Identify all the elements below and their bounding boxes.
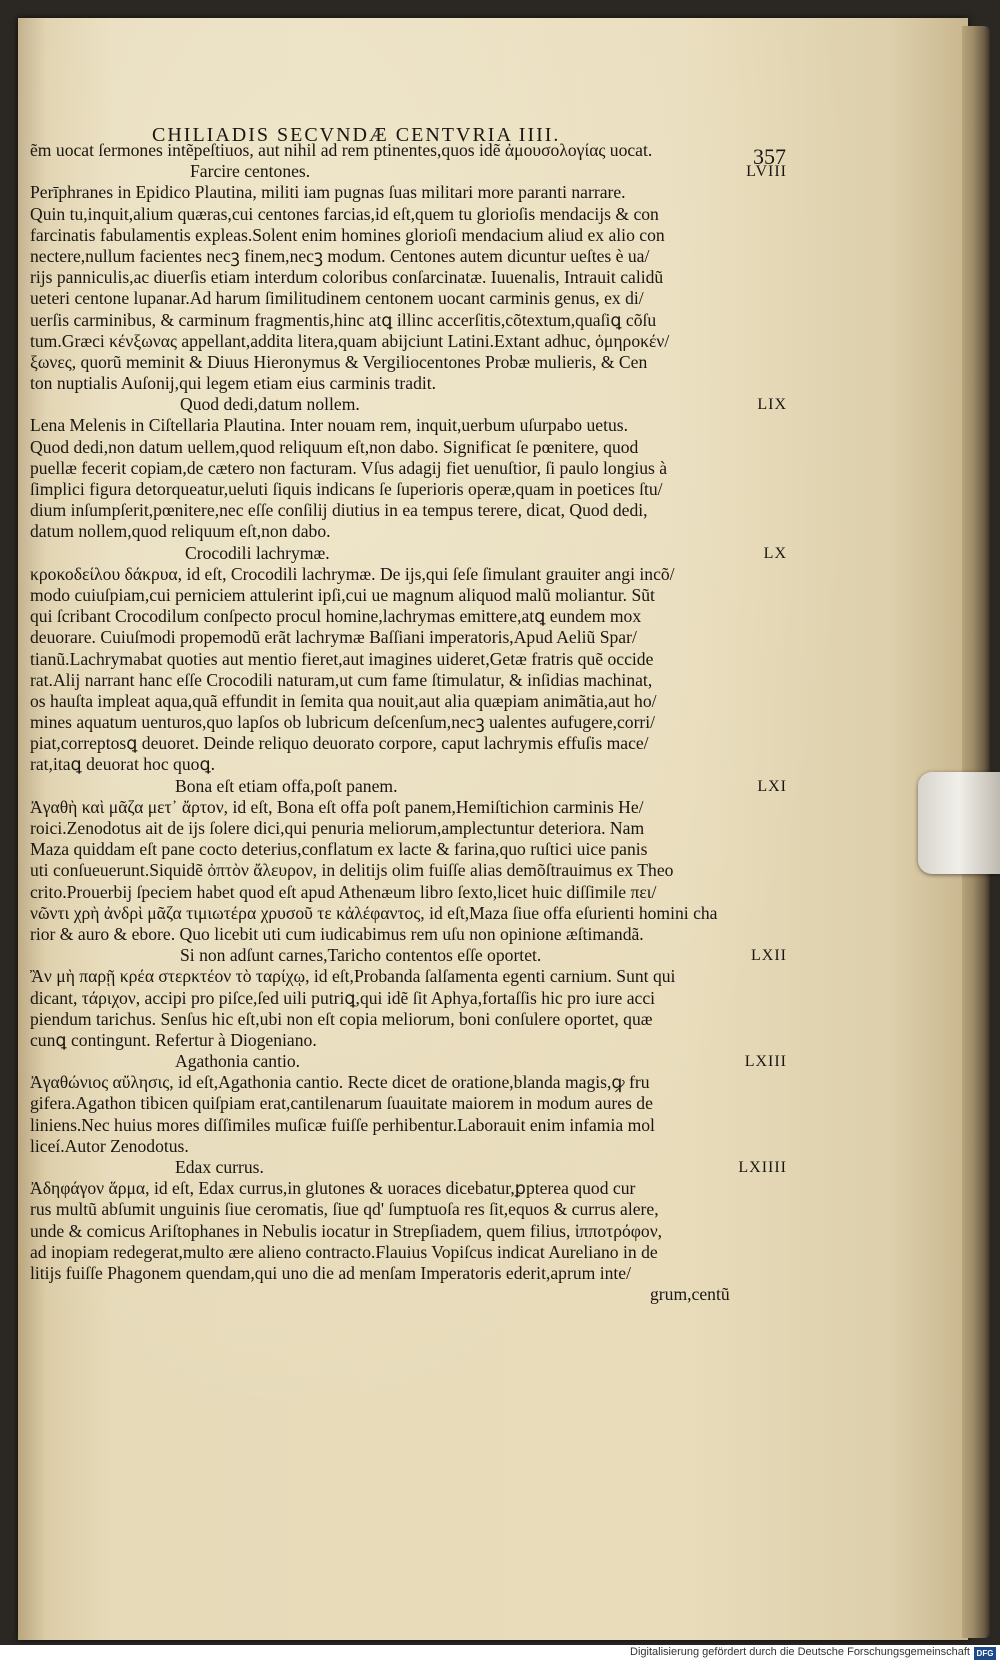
heading-title: Farcire centones. (190, 161, 311, 182)
text-line: rat,itaꝗ deuorat hoc quoꝗ. (30, 754, 216, 775)
heading-numeral: LVIII (746, 163, 787, 181)
text-line: deuorare. Cuiuſmodi propemodũ erãt lachrymæ Baſſiani imperatoris,Apud Aeliũ Spar/ (30, 627, 637, 648)
text-line: Ἀγαθώνιος αὔλησις, id eſt,Agathonia cantio. Recte dicet de oratione,blanda magis,ꝙ fru (30, 1072, 650, 1093)
text-line: mines aquatum uenturos,quo lapſos ob lubricum deſcenſum,necꝫ ualentes aufugere,corri/ (30, 712, 656, 733)
running-head: CHILIADIS SECVNDÆ CENTVRIA IIII. (152, 124, 561, 146)
text-line: modo cuiuſpiam,cui perniciem attulerint ipſi,cui ue magnum aliquod malũ moliantur. Sũt (30, 584, 655, 605)
text-line: unde & comicus Ariſtophanes in Nebulis iocatur in Strepſiadem, quem filius, ἱπποτρόφον, (30, 1220, 663, 1241)
section-heading (30, 945, 785, 966)
section-heading (30, 543, 785, 564)
text-line: litijs fuiſſe Phagonem quendam,qui uno die ad menſam Imperatoris ederit,aprum inte/ (30, 1262, 631, 1283)
text-line: ξωνες, quorũ meminit & Diuus Hieronymus & Vergiliocentones Probæ mulieris, & Cen (30, 351, 648, 372)
text-line: roici.Zenodotus ait de ijs ſolere dici,qui penuria meliorum,amplectuntur deteriora. Nam (30, 818, 645, 838)
footer-bar (0, 1645, 1000, 1663)
text-line: ẽm uocat ſermones intẽpeſtiuos, aut nihil ad rem ptinentes,quos idẽ ἀμουσολογίας uocat. (30, 140, 653, 160)
page-number: 357 (753, 144, 786, 169)
text-line: crito.Prouerbij ſpeciem habet quod eſt apud Athenæum libro ſexto,licet huic diſſimile πει/ (30, 881, 657, 902)
text-line: Perīphranes in Epidico Plautina, militi iam pugnas ſuas militari more paranti narrare. (30, 182, 626, 203)
text-line: ton nuptialis Auſonij,qui legem etiam eius carminis tradit. (30, 373, 437, 394)
text-line: piendum tarichus. Senſus hic eſt,ubi non eſt copia meliorum, boni conſulere oportet, quæ (30, 1008, 653, 1029)
page-text (30, 116, 785, 1305)
text-line: Ἀδηφάγον ἅρμα, id eſt, Edax currus,in glutones & uoraces dicebatur,ꝑpterea quod cur (30, 1178, 636, 1199)
text-line: puellæ fecerit copiam,de cætero non facturam. Vſus adagij fiet uenuſtior, ſi paulo longius à (30, 457, 668, 478)
text-line: cunꝗ contingunt. Refertur à Diogeniano. (30, 1029, 317, 1050)
heading-numeral: LXIII (744, 1053, 787, 1071)
heading-title: Quod dedi,datum nollem. (180, 394, 360, 415)
text-line: uti conſueuerunt.Siquidẽ ὀπτὸν ἄλευρον, in delitijs olim fuiſſe alias demõſtrauimus ex Theo (30, 860, 674, 881)
text-line: rus multũ abſumit unguinis ſiue ceromatis, ſiue qd' ſumptuoſa res ſit,equos & currus alere, (30, 1199, 659, 1220)
text-line: os hauſta impleat aqua,quã effundit in ſemita qua nouit,aut alia quæpiam animãtia,aut ho/ (30, 690, 657, 711)
text-line: dium inſumpſerit,pœnitere,nec eſſe conſilij diutius in ea tempus terere, dicat, Quod dedi, (30, 500, 648, 521)
text-line: Ἂν μὴ παρῇ κρέα στερκτέον τὸ ταρίχῳ, id eſt,Probanda ſalſamenta egenti carnium. Sunt qui (30, 966, 676, 987)
text-line: rior & auro & ebore. Quo licebit uti cum iudicabimus rem uſu non opinione æſtimandã. (30, 923, 644, 944)
dfg-logo: DFG (974, 1647, 996, 1660)
heading-numeral: LXI (757, 777, 787, 795)
text-line: Quin tu,inquit,alium quæras,cui centones farcias,id eſt,quem tu glorioſis mendacijs & con (30, 203, 659, 224)
text-line: dicant, τάριχον, accipi pro piſce,ſed uili putriꝗ,qui idẽ ſit Aphya,fortaſſis hic pro iure acci (30, 987, 656, 1008)
catchword: grum,centũ (650, 1284, 730, 1305)
text-line: νῶντι χρὴ ἀνδρὶ μᾶζα τιμιωτέρα χρυσοῦ τε κἀλέφαντος, id eſt,Maza ſiue offa eſurienti homini cha (30, 902, 718, 923)
text-line: Maza quiddam eſt pane cocto deterius,conflatum ex lacte & farina,quo ruſtici uice panis (30, 839, 648, 860)
text-line: rat.Alij narrant hanc eſſe Crocodili naturam,ut cum fame ſtimulatur, & inſidias machinat, (30, 669, 653, 690)
section-heading (30, 776, 785, 797)
text-line: uerſis carminibus, & carminum fragmentis,hinc atꝗ illinc accerſitis,cõtextum,quaſiꝗ cõſu (30, 309, 657, 330)
funding-notice: Digitalisierung gefördert durch die Deutsche Forschungsgemeinschaft (630, 1646, 970, 1658)
text-line: farcinatis fabulamentis expleas.Solent enim homines glorioſi mendacium aliud ex alio con (30, 224, 665, 245)
text-line: liceí.Autor Zenodotus. (30, 1135, 189, 1156)
heading-title: Agathonia cantio. (175, 1051, 301, 1072)
text-line: nectere,nullum facientes necꝫ finem,necꝫ modum. Centones autem dicuntur ueſtes è ua/ (30, 245, 650, 266)
text-line: tianũ.Lachrymabat quoties aut mentio fieret,aut imagines uideret,Getæ fratris quẽ occide (30, 648, 654, 669)
text-line: liniens.Nec huius mores diſſimiles muſicæ fuiſſe perhibentur.Laborauit enim infamia mol (30, 1114, 655, 1135)
heading-title: Crocodili lachrymæ. (185, 542, 330, 563)
text-line: Quod dedi,non datum uellem,quod reliquum eſt,non dabo. Significat ſe pœnitere, quod (30, 436, 639, 457)
heading-numeral: LX (763, 544, 787, 562)
section-heading (30, 161, 785, 182)
text-line: ſimplici figura detorqueatur,ueluti ſiquis indicans ſe ſuperioris operæ,quam in poetices ſtu/ (30, 479, 663, 499)
heading-numeral: LXIIII (738, 1159, 787, 1176)
heading-title: Si non adſunt carnes,Taricho contentos eſſe oportet. (180, 945, 542, 966)
text-line: gifera.Agathon tibicen quiſpiam erat,cantilenarum ſuauitate maiorem in modum aures de (30, 1093, 653, 1114)
text-line: tum.Græci κένξωνας appellant,addita litera,quam abijciunt Latini.Extant adhuc, ὁμηροκέν/ (30, 330, 670, 351)
text-line: rijs panniculis,ac diuerſis etiam interdum coloribus conſarcinatæ. Iuuenalis, Intrauit calidũ (30, 267, 664, 288)
text-line: piat,correptosꝗ deuoret. Deinde reliquo deuorato corpore, caput lachrymis effuſis mace/ (30, 733, 649, 754)
text-line: κροκοδείλου δάκρυα, id eſt, Crocodili lachrymæ. De ijs,qui ſeſe ſimulant grauiter angi incõ/ (30, 563, 675, 584)
text-line: ueteri centone lupanar.Ad harum ſimilitudinem centonem uocant carminis genus, ex di/ (30, 288, 644, 309)
section-heading (30, 394, 785, 415)
heading-title: Bona eſt etiam offa,poſt panem. (175, 775, 398, 796)
heading-title: Edax currus. (175, 1157, 264, 1177)
heading-numeral: LIX (757, 396, 787, 414)
heading-numeral: LXII (751, 947, 787, 965)
text-line: qui ſcribant Crocodilum conſpecto procul homine,lachrymas emittere,atꝗ eundem mox (30, 606, 642, 627)
text-line: Lena Melenis in Ciſtellaria Plautina. Inter nouam rem, inquit,uerbum uſurpabo uetus. (30, 415, 629, 436)
section-heading (30, 1157, 785, 1178)
text-line: Ἀγαθὴ καὶ μᾶζα μετ᾽ ἄρτον, id eſt, Bona eſt offa poſt panem,Hemiſtichion carminis He/ (30, 796, 644, 817)
page-tab-marker (918, 772, 1000, 874)
section-heading (30, 1051, 785, 1072)
text-line: ad inopiam redegerat,multo ære alieno contracto.Flauius Vopiſcus indicat Aureliano in de (30, 1241, 658, 1262)
text-line: datum nollem,quod reliquum eſt,non dabo. (30, 521, 331, 542)
